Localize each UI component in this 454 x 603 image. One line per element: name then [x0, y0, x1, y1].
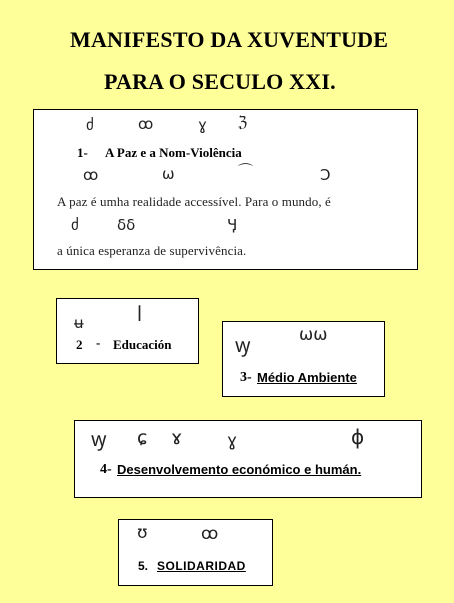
section-1-number: 1-	[77, 145, 88, 160]
section-4-number: 4-	[100, 462, 112, 477]
section-5-number: 5.	[138, 559, 149, 573]
glyph-mark: δδ	[117, 216, 136, 234]
glyph-mark: ꝏ	[201, 524, 219, 544]
glyph-mark: ʊ	[137, 523, 148, 543]
section-2-number: 2	[76, 337, 83, 352]
glyph-mark: ℨ	[238, 113, 248, 131]
title-line-2: PARA O SECULO XXI.	[104, 69, 336, 94]
title-line-1: MANIFESTO DA XUVENTUDE	[70, 27, 389, 52]
section-2-separator: -	[96, 335, 101, 350]
glyph-mark: ωω	[299, 325, 328, 345]
section-3-label: Médio Ambiente	[257, 370, 357, 385]
glyph-mark: ძ	[71, 216, 79, 234]
glyph-mark: ꝡ	[91, 427, 107, 451]
section-2-label: Educación	[113, 337, 172, 352]
glyph-mark: ꝏ	[83, 166, 99, 184]
section-solidarity-box	[118, 519, 273, 586]
glyph-mark: Ͻ	[320, 166, 331, 184]
glyph-mark: Ӌ	[227, 216, 238, 234]
glyph-mark: ʉ	[74, 314, 84, 332]
glyph-mark: ꟾ	[137, 306, 143, 326]
glyph-mark: ꝏ	[138, 115, 154, 133]
section-4-label: Desenvolvemento económico e humán.	[117, 462, 362, 477]
glyph-mark: ɕ	[137, 427, 148, 449]
section-environment-box	[222, 321, 385, 397]
glyph-mark: ɣ	[227, 431, 238, 451]
section-development-box	[74, 420, 422, 498]
glyph-mark: ɣ	[198, 116, 207, 134]
glyph-mark: ɤ	[171, 427, 183, 449]
glyph-mark: ꝡ	[235, 333, 251, 357]
glyph-mark: ɸ	[351, 425, 365, 449]
glyph-mark: ძ	[86, 116, 94, 134]
section-1-line-1: A paz é umha realidade accessível. Para o mundo, é	[57, 194, 331, 209]
section-5-label: SOLIDARIDAD	[157, 559, 246, 573]
section-3-number: 3-	[240, 370, 252, 385]
glyph-mark: ω	[162, 165, 175, 183]
glyph-mark: ⌒	[238, 162, 254, 180]
section-peace-box	[33, 109, 418, 270]
section-1-heading: A Paz e a Nom-Violência	[105, 145, 242, 160]
section-1-line-2: a única esperanza de supervivência.	[57, 243, 247, 258]
section-education-box	[56, 298, 199, 364]
